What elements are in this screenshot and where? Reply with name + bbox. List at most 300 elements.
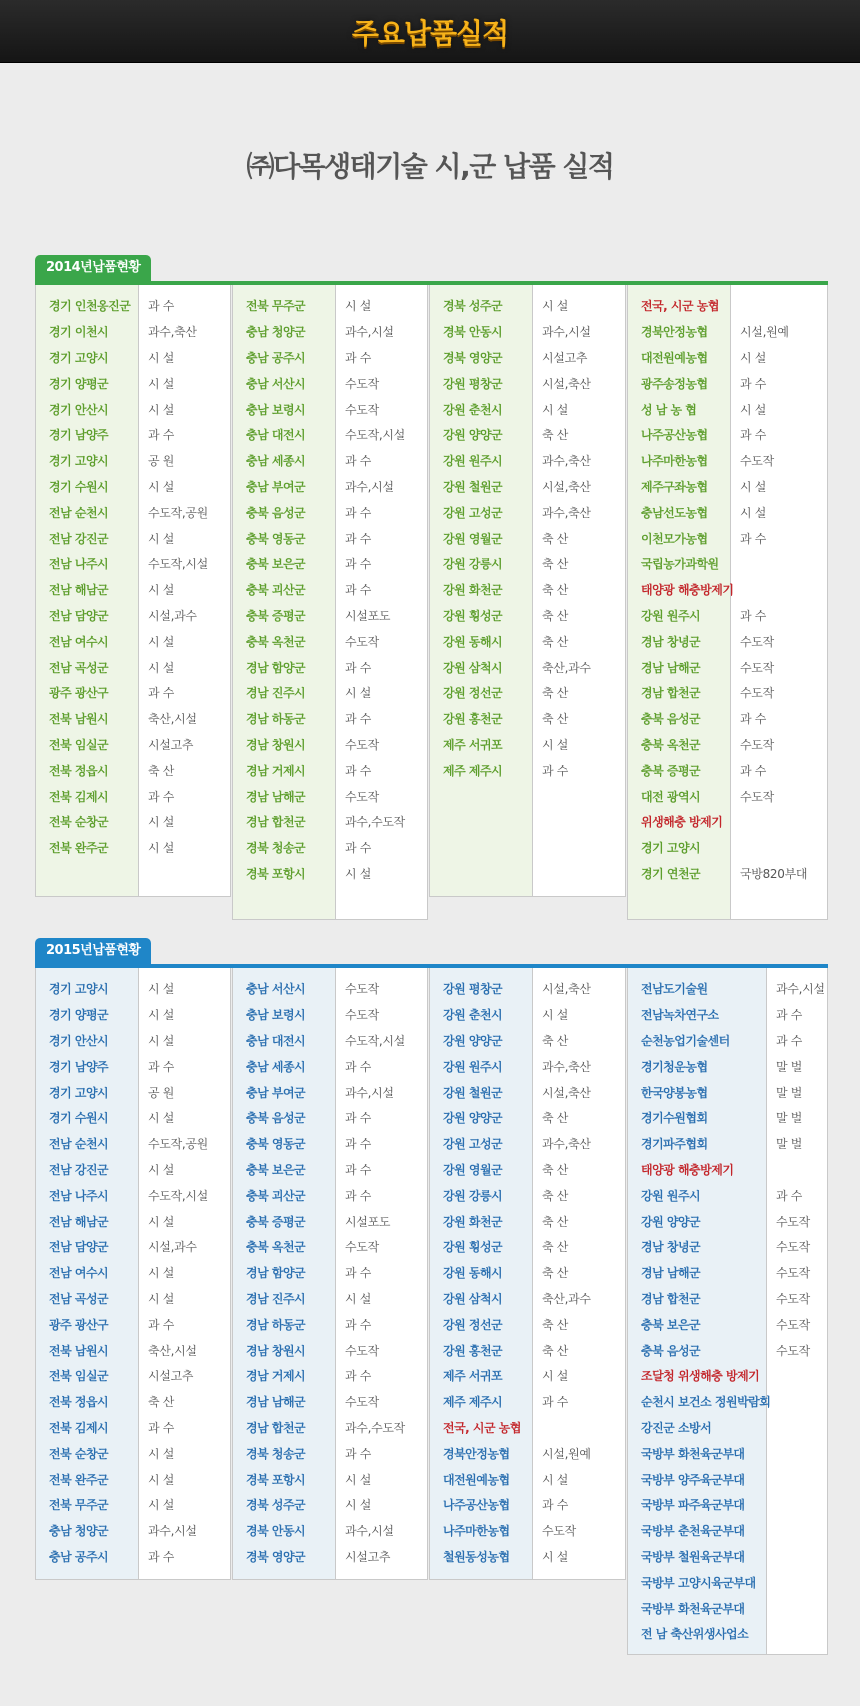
region-name: 강원 철원군 [443, 1085, 503, 1100]
region-name: 순천시 보건소 정원박람회 [641, 1395, 771, 1410]
region-name: 전북 남원시 [49, 712, 109, 727]
table-row [628, 861, 827, 887]
region-name: 전북 임실군 [49, 1369, 109, 1384]
table-row [430, 706, 625, 732]
crop-type: 과수,축산 [542, 505, 591, 520]
crop-type: 시 설 [148, 350, 175, 365]
crop-type: 시 설 [542, 1472, 569, 1487]
crop-type: 시 설 [345, 1498, 372, 1513]
crop-type: 수도작 [740, 737, 774, 752]
table-row [36, 525, 230, 551]
region-name: 경기 고양시 [641, 841, 701, 856]
table-row [233, 809, 427, 835]
crop-type: 시 설 [345, 686, 372, 701]
crop-type: 과수,시설 [776, 982, 825, 997]
crop-type: 과수,수도작 [345, 815, 405, 830]
crop-type: 축 산 [542, 557, 569, 572]
crop-type: 수도작 [345, 1395, 379, 1410]
table-row [36, 1492, 230, 1518]
table-row [36, 1105, 230, 1131]
table-row [628, 1260, 827, 1286]
section-tab-2015: 2015년납품현황 [35, 938, 151, 964]
crop-type: 과 수 [345, 712, 372, 727]
region-name: 전국, 시군 농협 [641, 299, 719, 314]
crop-type: 축 산 [148, 1395, 175, 1410]
region-name: 나주마한농협 [641, 454, 708, 469]
region-name: 강원 원주시 [443, 454, 503, 469]
table-row [628, 809, 827, 835]
table-row [430, 603, 625, 629]
region-name: 충북 괴산군 [246, 1188, 306, 1203]
table-row [233, 1157, 427, 1183]
crop-type: 수도작 [345, 982, 379, 997]
region-name: 경기 고양시 [49, 350, 109, 365]
region-name: 경남 합천군 [641, 1291, 701, 1306]
crop-type: 말 벌 [776, 1137, 803, 1152]
region-name: 강원 철원군 [443, 479, 503, 494]
crop-type [766, 1389, 776, 1415]
table-row [430, 1389, 625, 1415]
crop-type [766, 1440, 776, 1466]
region-name: 태양광 해충방제기 [641, 583, 734, 598]
region-name: 경남 함양군 [246, 1266, 306, 1281]
region-name: 경기 고양시 [49, 982, 109, 997]
crop-type: 시 설 [148, 1266, 175, 1281]
crop-type: 수도작,시설 [148, 557, 208, 572]
region-name: 강원 평창군 [443, 376, 503, 391]
column-3 [429, 285, 626, 897]
region-name: 경북 청송군 [246, 1446, 306, 1461]
table-row [36, 976, 230, 1002]
crop-type: 과 수 [345, 1317, 372, 1332]
crop-type: 시 설 [542, 1008, 569, 1023]
table-row [36, 1440, 230, 1466]
table-row [628, 783, 827, 809]
crop-type: 수도작 [345, 402, 379, 417]
crop-type: 과 수 [148, 789, 175, 804]
table-row [430, 577, 625, 603]
section-tab-2014: 2014년납품현황 [35, 255, 151, 281]
crop-type: 축 산 [542, 428, 569, 443]
table-row [233, 1492, 427, 1518]
crop-type: 과수,시설 [148, 1524, 197, 1539]
region-name: 이천모가농협 [641, 531, 708, 546]
crop-type: 과 수 [740, 712, 767, 727]
region-name: 강원 횡성군 [443, 1240, 503, 1255]
crop-type: 시 설 [542, 299, 569, 314]
table-row [628, 1182, 827, 1208]
region-name: 국방부 양주육군부대 [641, 1472, 745, 1487]
table-row [628, 1131, 827, 1157]
crop-type: 과수,수도작 [345, 1420, 405, 1435]
table-row [628, 1544, 827, 1570]
crop-type: 시 설 [740, 505, 767, 520]
crop-type: 수도작 [345, 634, 379, 649]
table-row [36, 396, 230, 422]
crop-type: 시설,과수 [148, 608, 197, 623]
region-name: 제주구좌농협 [641, 479, 708, 494]
table-row [36, 345, 230, 371]
table-row [628, 1492, 827, 1518]
table-row [430, 1053, 625, 1079]
crop-type: 과수,시설 [345, 325, 394, 340]
crop-type: 과 수 [740, 608, 767, 623]
table-row [36, 499, 230, 525]
crop-type: 시설,과수 [148, 1240, 197, 1255]
region-name: 강원 동해시 [443, 1266, 503, 1281]
region-name: 강원 고성군 [443, 1137, 503, 1152]
crop-type: 시 설 [148, 1033, 175, 1048]
region-name: 경남 합천군 [246, 1420, 306, 1435]
region-name: 충북 보은군 [641, 1317, 701, 1332]
crop-type: 과 수 [345, 505, 372, 520]
crop-type: 시설,축산 [542, 479, 591, 494]
region-name: 강원 영월군 [443, 1162, 503, 1177]
table-row [628, 525, 827, 551]
region-name: 강원 횡성군 [443, 608, 503, 623]
region-name: 경북 영양군 [246, 1549, 306, 1564]
crop-type: 시설포도 [345, 608, 391, 623]
table-row [628, 1028, 827, 1054]
crop-type: 과 수 [740, 531, 767, 546]
region-name: 충북 증평군 [246, 608, 306, 623]
region-name: 강원 원주시 [443, 1059, 503, 1074]
region-name: 경기 인천옹진군 [49, 299, 131, 314]
region-name: 경북 성주군 [246, 1498, 306, 1513]
region-name: 충남 대전시 [246, 428, 306, 443]
crop-type: 공 원 [148, 454, 175, 469]
crop-type: 축 산 [542, 686, 569, 701]
region-name: 전남 해남군 [49, 583, 109, 598]
table-row [233, 1053, 427, 1079]
crop-type: 수도작,공원 [148, 1137, 208, 1152]
table-row [233, 345, 427, 371]
region-name: 경북안정농협 [443, 1446, 510, 1461]
crop-type: 시설포도 [345, 1214, 391, 1229]
crop-type: 시 설 [740, 350, 767, 365]
region-name: 전북 무주군 [49, 1498, 109, 1513]
table-row [36, 628, 230, 654]
region-name: 충남 보령시 [246, 402, 306, 417]
table-row [628, 422, 827, 448]
crop-type: 과수,시설 [345, 1085, 394, 1100]
table-row [430, 976, 625, 1002]
table-row [233, 1415, 427, 1441]
crop-type: 과 수 [345, 557, 372, 572]
region-name: 경기 수원시 [49, 479, 109, 494]
region-name: 충북 옥천군 [641, 737, 701, 752]
region-name: 국방부 화천육군부대 [641, 1601, 745, 1616]
table-row [628, 577, 827, 603]
region-name: 전남 강진군 [49, 1162, 109, 1177]
region-name: 전남 순천시 [49, 505, 109, 520]
region-name: 충북 음성군 [641, 712, 701, 727]
region-name: 국방부 화천육군부대 [641, 1446, 745, 1461]
region-name: 국방부 철원육군부대 [641, 1549, 745, 1564]
table-row [233, 1002, 427, 1028]
region-name: 충북 보은군 [246, 1162, 306, 1177]
table-row [36, 1234, 230, 1260]
region-name: 전남녹차연구소 [641, 1008, 719, 1023]
region-name: 경기 남양주 [49, 428, 109, 443]
crop-type: 과수,시설 [345, 479, 394, 494]
region-name: 전북 정읍시 [49, 1395, 109, 1410]
region-name: 충남 서산시 [246, 376, 306, 391]
table-row [233, 628, 427, 654]
crop-type: 축 산 [542, 583, 569, 598]
crop-type: 과수,시설 [542, 325, 591, 340]
crop-type: 시설고추 [148, 1369, 194, 1384]
table-row [628, 396, 827, 422]
table-row [430, 474, 625, 500]
crop-type: 축산,과수 [542, 660, 591, 675]
crop-type: 수도작 [776, 1266, 810, 1281]
crop-type: 과 수 [740, 376, 767, 391]
crop-type: 수도작 [740, 634, 774, 649]
region-name: 전남 곡성군 [49, 1291, 109, 1306]
crop-type: 축 산 [542, 531, 569, 546]
region-name: 강원 양양군 [443, 1033, 503, 1048]
table-row [36, 654, 230, 680]
crop-type: 시 설 [148, 1498, 175, 1513]
region-name: 경기 고양시 [49, 454, 109, 469]
crop-type: 시 설 [345, 1472, 372, 1487]
region-name: 경남 창녕군 [641, 634, 701, 649]
crop-type: 과 수 [776, 1033, 803, 1048]
region-name: 전북 무주군 [246, 299, 306, 314]
table-row [233, 1337, 427, 1363]
region-name: 경기파주협회 [641, 1137, 708, 1152]
table-row [430, 319, 625, 345]
crop-type: 과 수 [345, 350, 372, 365]
table-row [36, 680, 230, 706]
region-name: 경북 안동시 [443, 325, 503, 340]
table-row [233, 551, 427, 577]
crop-type: 시설고추 [542, 350, 588, 365]
table-row [430, 1208, 625, 1234]
table-row [233, 525, 427, 551]
table-row [36, 448, 230, 474]
crop-type: 시 설 [740, 479, 767, 494]
table-row [628, 1621, 827, 1647]
table-row [36, 783, 230, 809]
region-name: 경남 합천군 [246, 815, 306, 830]
table-row [36, 732, 230, 758]
region-name: 전남 담양군 [49, 608, 109, 623]
crop-type: 수도작 [542, 1524, 576, 1539]
table-row [430, 1105, 625, 1131]
region-name: 충북 영동군 [246, 1137, 306, 1152]
table-row [36, 293, 230, 319]
region-name: 전북 완주군 [49, 841, 109, 856]
region-name: 강원 춘천시 [443, 1008, 503, 1023]
table-row [233, 1131, 427, 1157]
table-row [233, 1440, 427, 1466]
region-name: 경북 포항시 [246, 866, 306, 881]
crop-type: 축 산 [542, 1343, 569, 1358]
table-row [36, 1286, 230, 1312]
table-row [233, 1311, 427, 1337]
crop-type: 시 설 [542, 1369, 569, 1384]
crop-type: 공 원 [148, 1085, 175, 1100]
table-row [628, 319, 827, 345]
table-row [233, 1363, 427, 1389]
region-name: 경북안정농협 [641, 325, 708, 340]
column-4 [627, 285, 828, 920]
region-name: 전북 정읍시 [49, 763, 109, 778]
table-row [233, 319, 427, 345]
crop-type: 수도작 [740, 789, 774, 804]
table-row [430, 1466, 625, 1492]
region-name: 전북 순창군 [49, 1446, 109, 1461]
region-name: 전북 임실군 [49, 737, 109, 752]
crop-type: 과 수 [148, 1317, 175, 1332]
table-row [628, 680, 827, 706]
table-row [36, 835, 230, 861]
region-name: 강원 고성군 [443, 505, 503, 520]
region-name: 강원 원주시 [641, 608, 701, 623]
crop-type: 시 설 [345, 866, 372, 881]
table-row [233, 1286, 427, 1312]
region-name: 충북 괴산군 [246, 583, 306, 598]
crop-type [766, 1569, 776, 1595]
table-row [233, 783, 427, 809]
table-row [36, 474, 230, 500]
region-name: 제주 서귀포 [443, 1369, 503, 1384]
crop-type: 수도작 [740, 686, 774, 701]
region-name: 충북 영동군 [246, 531, 306, 546]
region-name: 전남 순천시 [49, 1137, 109, 1152]
table-row [628, 1157, 827, 1183]
crop-type: 과 수 [776, 1008, 803, 1023]
crop-type: 과 수 [345, 660, 372, 675]
crop-type: 수도작 [345, 1343, 379, 1358]
region-name: 경남 하동군 [246, 1317, 306, 1332]
crop-type: 시 설 [148, 634, 175, 649]
region-name: 강원 동해시 [443, 634, 503, 649]
region-name: 전남 여수시 [49, 634, 109, 649]
region-name: 경남 진주시 [246, 686, 306, 701]
crop-type: 축 산 [542, 1033, 569, 1048]
region-name: 위생해충 방제기 [641, 815, 723, 830]
crop-type: 축 산 [542, 1111, 569, 1126]
table-row [233, 1234, 427, 1260]
crop-type: 시 설 [148, 1214, 175, 1229]
table-row [233, 1260, 427, 1286]
region-name: 충남 세종시 [246, 454, 306, 469]
crop-type: 시 설 [148, 982, 175, 997]
region-name: 강원 원주시 [641, 1188, 701, 1203]
page-header [0, 0, 860, 63]
region-name: 충남 대전시 [246, 1033, 306, 1048]
crop-type: 수도작 [345, 737, 379, 752]
region-name: 한국양봉농협 [641, 1085, 708, 1100]
page-title: ㈜다목생태기술 시,군 납품 실적 [246, 150, 614, 183]
crop-type [766, 1621, 776, 1647]
table-row [430, 396, 625, 422]
table-row [430, 1518, 625, 1544]
crop-type: 과 수 [542, 1395, 569, 1410]
crop-type: 과수,시설 [345, 1524, 394, 1539]
table-row [233, 1208, 427, 1234]
crop-type: 과 수 [345, 1162, 372, 1177]
crop-type: 시설고추 [148, 737, 194, 752]
crop-type: 시 설 [740, 402, 767, 417]
table-row [36, 319, 230, 345]
table-row [233, 499, 427, 525]
table-row [233, 422, 427, 448]
region-name: 경북 청송군 [246, 841, 306, 856]
region-name: 제주 서귀포 [443, 737, 503, 752]
table-row [628, 976, 827, 1002]
table-row [430, 757, 625, 783]
region-name: 제주 제주시 [443, 1395, 503, 1410]
crop-type: 축 산 [542, 1240, 569, 1255]
region-name: 충북 음성군 [246, 505, 306, 520]
region-name: 전남 강진군 [49, 531, 109, 546]
table-row [628, 1569, 827, 1595]
table-row [233, 1466, 427, 1492]
table-row [36, 370, 230, 396]
region-name: 나주공산농협 [443, 1498, 510, 1513]
table-row [233, 732, 427, 758]
region-name: 대전 광역시 [641, 789, 701, 804]
crop-type: 수도작 [776, 1214, 810, 1229]
region-name: 경기 양평군 [49, 376, 109, 391]
region-name: 경남 남해군 [246, 1395, 306, 1410]
crop-type: 수도작 [740, 454, 774, 469]
table-row [36, 1544, 230, 1570]
table-row [430, 1286, 625, 1312]
region-name: 광주송정농협 [641, 376, 708, 391]
region-name: 강원 화천군 [443, 1214, 503, 1229]
region-name: 충북 옥천군 [246, 1240, 306, 1255]
region-name: 경기수원협회 [641, 1111, 708, 1126]
region-name: 경남 창원시 [246, 1343, 306, 1358]
crop-type: 과 수 [345, 1446, 372, 1461]
crop-type: 수도작,시설 [148, 1188, 208, 1203]
crop-type: 시 설 [542, 402, 569, 417]
table-row [430, 551, 625, 577]
crop-type: 수도작 [776, 1343, 810, 1358]
region-name: 경남 합천군 [641, 686, 701, 701]
table-row [36, 603, 230, 629]
table-row [233, 396, 427, 422]
table-row [628, 1363, 827, 1389]
region-name: 전북 순창군 [49, 815, 109, 830]
table-row [628, 1053, 827, 1079]
column-2 [232, 968, 428, 1580]
table-row [36, 422, 230, 448]
table-row [36, 1002, 230, 1028]
crop-type: 수도작,공원 [148, 505, 208, 520]
crop-type: 시설,축산 [542, 376, 591, 391]
crop-type: 시 설 [148, 531, 175, 546]
table-row [233, 370, 427, 396]
table-row [628, 706, 827, 732]
table-row [628, 1466, 827, 1492]
table-row [430, 1415, 625, 1441]
crop-type: 시 설 [148, 660, 175, 675]
region-name: 강원 홍천군 [443, 1343, 503, 1358]
crop-type: 과 수 [148, 686, 175, 701]
region-name: 경남 창원시 [246, 737, 306, 752]
table-row [36, 1053, 230, 1079]
region-name: 경남 진주시 [246, 1291, 306, 1306]
crop-type: 과 수 [345, 1266, 372, 1281]
region-name: 충남 공주시 [49, 1549, 109, 1564]
region-name: 경기 양평군 [49, 1008, 109, 1023]
